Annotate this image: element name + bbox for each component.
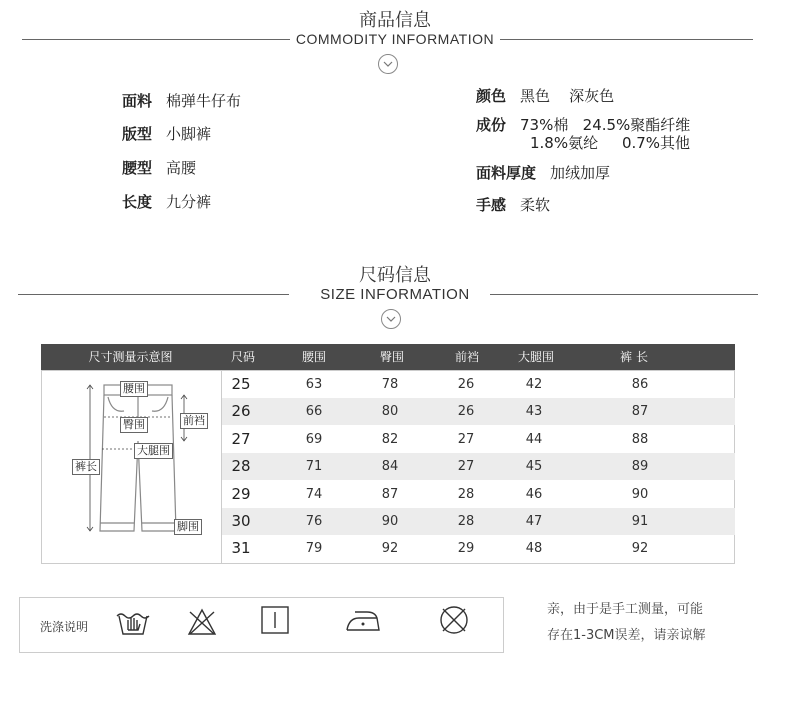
info-waist-type-value: 高腰 [166,159,197,177]
table-row [222,371,735,398]
info-color-value: 黑色 深灰色 [520,87,615,105]
info-fabric [122,90,241,111]
cell-hip: 90 [381,514,399,529]
header-thigh: 大腿围 [517,350,554,364]
cell-rise: 26 [457,404,475,420]
info-composition-key: 成份 [476,116,507,134]
info-fit [122,123,211,144]
cell-rise: 28 [457,486,475,502]
header-size: 尺码 [230,350,255,364]
cell-rise: 27 [457,459,475,475]
cell-size: 30 [231,512,251,530]
info-feel-value: 柔软 [520,196,551,214]
info-length-key: 长度 [122,193,153,211]
cell-thigh: 47 [525,514,543,529]
info-thickness-value: 加绒加厚 [550,164,611,182]
diagram-label-thigh: 大腿围 [134,443,173,459]
cell-rise: 28 [457,514,475,529]
cell-waist: 66 [305,404,323,420]
cell-size: 27 [231,429,251,448]
cell-length: 91 [631,514,649,529]
commodity-subtitle-text: COMMODITY INFORMATION [290,31,500,47]
cell-waist: 74 [305,486,323,502]
cell-size: 31 [231,539,251,558]
cell-rise: 26 [457,377,475,392]
size-title: 尺码信息 [359,265,431,286]
table-row [222,481,735,508]
care-label: 洗涤说明 [40,620,89,634]
cell-length: 90 [631,486,649,502]
cell-thigh: 43 [525,404,543,420]
cell-waist: 69 [305,431,323,447]
diagram-label-rise: 前裆 [180,413,208,429]
size-table [41,370,735,564]
chevron-down-icon [381,309,401,329]
line-dry-icon [261,606,289,634]
diagram-label-hem: 脚围 [174,519,202,535]
header-hip: 臀围 [379,350,404,364]
table-row [222,453,735,480]
cell-thigh: 46 [525,486,543,502]
chevron-down-icon [378,54,398,74]
cell-length: 89 [631,459,649,475]
info-fit-key: 版型 [122,125,153,143]
commodity-subtitle [0,31,790,47]
diagram-label-length: 裤长 [72,459,100,475]
cell-rise: 27 [457,431,475,447]
table-row [222,535,735,562]
header-rise: 前裆 [454,350,479,364]
care-instructions [19,597,504,653]
cell-thigh: 45 [525,459,543,475]
cell-thigh: 44 [525,431,543,447]
cell-hip: 82 [381,431,399,447]
cell-waist: 63 [305,377,323,392]
info-composition-line2: 1.8%氨纶 0.7%其他 [530,134,691,152]
table-row [222,508,735,535]
cell-hip: 84 [381,459,399,475]
table-row [222,398,735,425]
cell-length: 87 [631,404,649,420]
info-length-value: 九分裤 [166,193,212,211]
cell-hip: 92 [381,541,399,557]
cell-rise: 29 [457,541,475,557]
low-iron-icon [345,608,381,632]
info-feel [476,194,550,215]
header-waist: 腰围 [301,350,326,364]
diagram-label-hip: 臀围 [120,417,148,433]
size-subtitle [0,286,790,303]
size-table-header [41,344,735,370]
info-fabric-value: 棉弹牛仔布 [166,92,242,110]
info-waist-type-key: 腰型 [122,159,153,177]
cell-size: 26 [231,402,251,421]
info-fit-value: 小脚裤 [166,125,212,143]
info-fabric-key: 面料 [122,92,153,110]
commodity-title: 商品信息 [359,10,431,31]
cell-waist: 76 [305,514,323,529]
cell-length: 88 [631,431,649,447]
cell-size: 25 [231,375,251,393]
cell-hip: 87 [381,486,399,502]
info-feel-key: 手感 [476,196,507,214]
measurement-note-line2: 存在1-3CM误差，请亲谅解 [547,628,706,643]
header-diagram: 尺寸测量示意图 [88,350,173,364]
cell-length: 92 [631,541,649,557]
header-length: 裤长 [619,350,652,364]
cell-hip: 80 [381,404,399,420]
info-color [476,85,614,106]
table-row [222,426,735,453]
info-composition-line1: 73%棉 24.5%聚酯纤维 [520,116,691,134]
cell-size: 29 [231,484,251,503]
cell-waist: 79 [305,541,323,557]
measurement-note-line1: 亲，由于是手工测量，可能 [547,602,704,617]
info-thickness-key: 面料厚度 [476,164,537,182]
measurement-diagram [42,371,222,563]
hand-wash-icon [116,606,150,636]
diagram-label-waist: 腰围 [120,381,148,397]
size-subtitle-text: SIZE INFORMATION [314,286,475,303]
cell-hip: 78 [381,377,399,392]
no-dry-clean-icon [438,604,470,636]
cell-thigh: 42 [525,377,543,392]
info-waist-type [122,157,196,178]
cell-thigh: 48 [525,541,543,557]
no-bleach-icon [187,608,217,636]
info-length [122,191,211,212]
info-color-key: 颜色 [476,87,507,105]
cell-waist: 71 [305,459,323,475]
cell-size: 28 [231,457,251,476]
cell-length: 86 [631,377,649,392]
info-thickness [476,162,610,183]
